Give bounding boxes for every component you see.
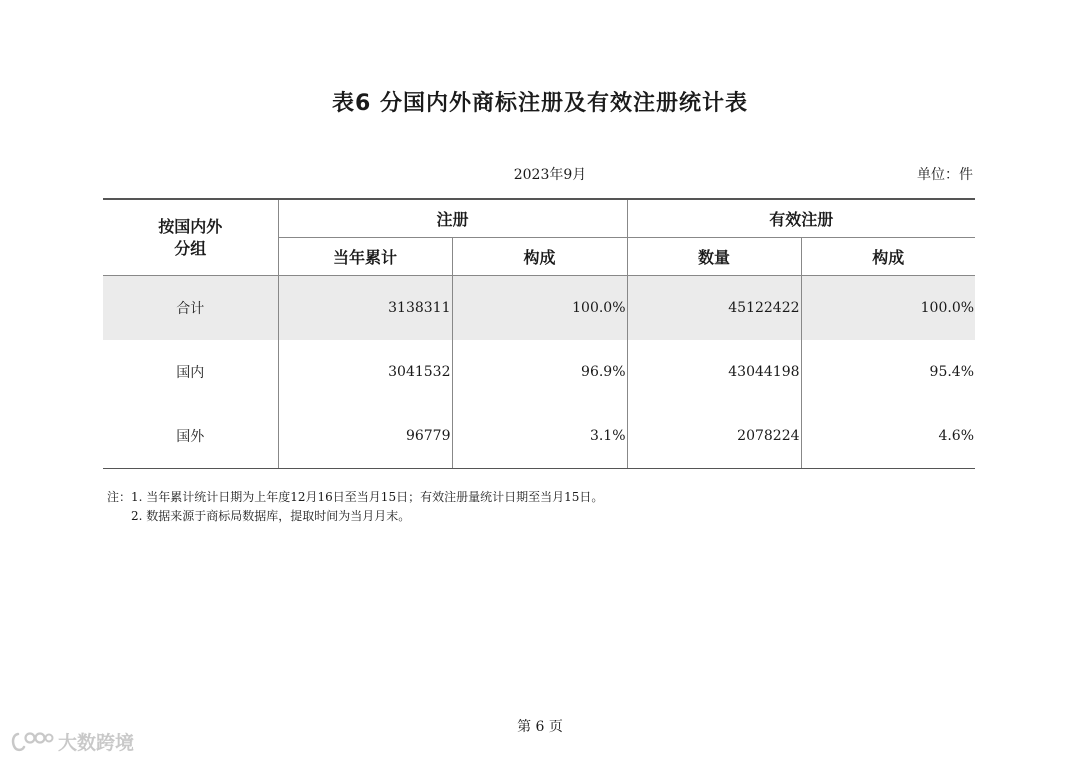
cell-reg-ytd: 96779 xyxy=(278,404,452,469)
col-header-reg-share: 构成 xyxy=(452,238,627,276)
row-label: 国外 xyxy=(103,404,278,469)
col-header-ytd: 当年累计 xyxy=(278,238,452,276)
footnote-1: 注：1. 当年累计统计日期为上年度12月16日至当月15日；有效注册量统计日期至当月15日。 xyxy=(107,490,604,504)
unit-label: 单位：件 xyxy=(917,167,973,183)
cell-reg-ytd: 3138311 xyxy=(278,276,452,341)
cell-reg-share: 96.9% xyxy=(452,340,627,404)
cell-valid-count: 43044198 xyxy=(627,340,801,404)
brand-logo-icon xyxy=(10,731,54,753)
registration-header: 注册 xyxy=(278,199,627,238)
group-header-line1: 按国内外 xyxy=(158,216,223,236)
statistics-table xyxy=(103,198,975,469)
cell-valid-count: 2078224 xyxy=(627,404,801,469)
cell-valid-count: 45122422 xyxy=(627,276,801,341)
watermark-text: 大数跨境 xyxy=(58,732,135,754)
table-row-domestic xyxy=(103,340,975,404)
table-row-foreign xyxy=(103,404,975,469)
cell-valid-share: 95.4% xyxy=(929,364,975,380)
cell-valid-share: 100.0% xyxy=(801,276,975,341)
cell-reg-ytd: 3041532 xyxy=(278,340,452,404)
row-label: 国内 xyxy=(103,340,278,404)
col-header-valid-count: 数量 xyxy=(627,238,801,276)
table-row-total xyxy=(103,276,975,341)
table-title: 表6 分国内外商标注册及有效注册统计表 xyxy=(332,91,748,116)
group-header xyxy=(103,199,278,276)
cell-reg-share: 3.1% xyxy=(452,404,627,469)
report-date: 2023年9月 xyxy=(513,167,587,183)
row-label: 合计 xyxy=(103,276,278,341)
cell-valid-share: 4.6% xyxy=(801,404,975,469)
cell-reg-share: 100.0% xyxy=(452,276,627,341)
page-number: 第 6 页 xyxy=(517,719,563,735)
group-header-line2: 分组 xyxy=(174,238,207,258)
footnotes xyxy=(107,488,603,526)
valid-registration-header: 有效注册 xyxy=(627,199,975,238)
footnote-2: 2. 数据来源于商标局数据库，提取时间为当月月末。 xyxy=(131,509,411,523)
watermark xyxy=(10,728,134,755)
col-header-valid-share: 构成 xyxy=(801,238,975,276)
